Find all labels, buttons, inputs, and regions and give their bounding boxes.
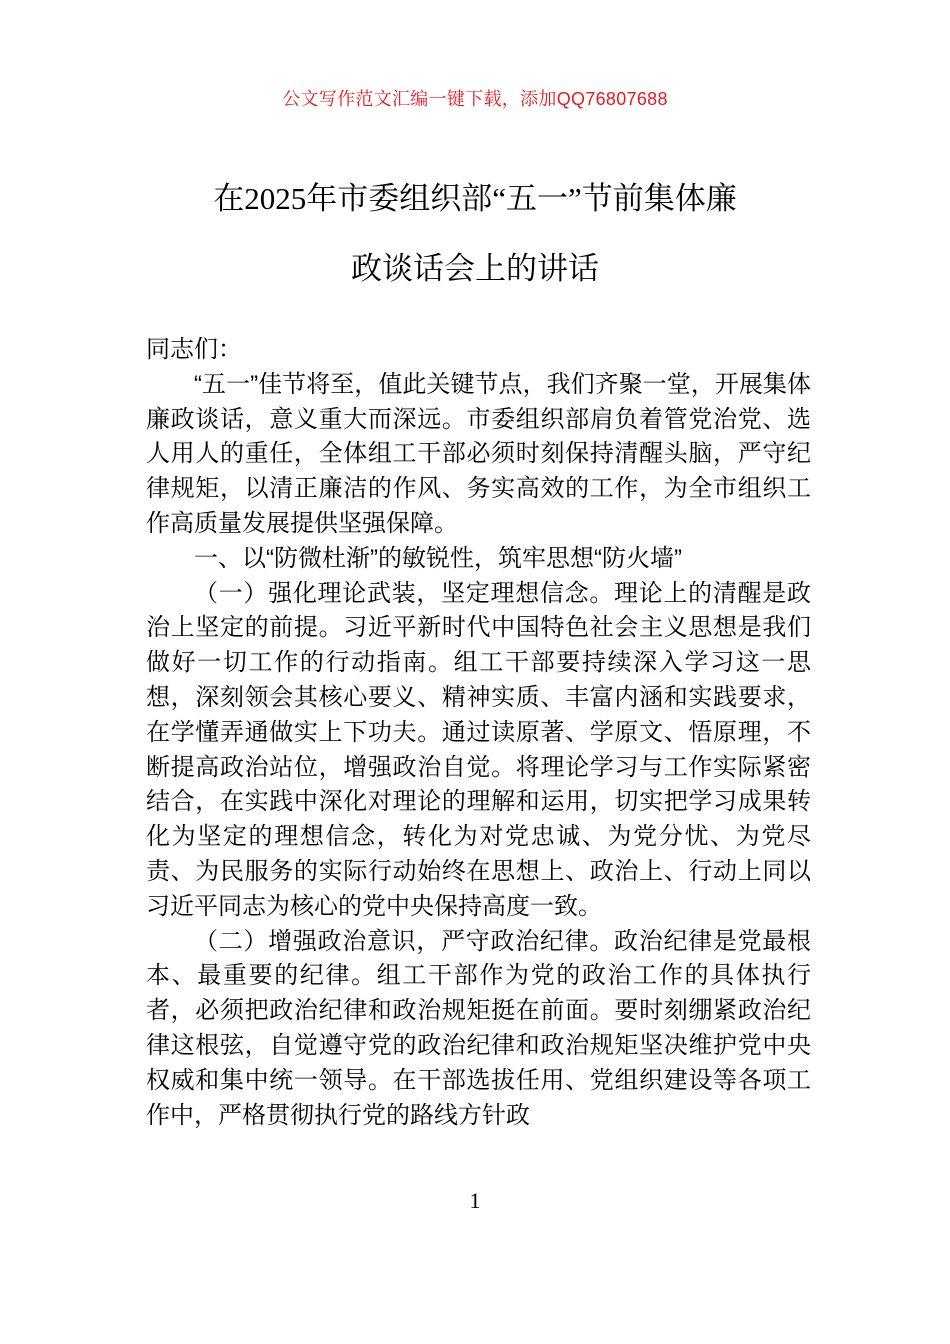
title-line-1: 在2025年市委组织部“五一”节前集体廉 [213,181,737,216]
page-number: 1 [469,1188,481,1213]
paragraph-intro: “五一”佳节将至，值此关键节点，我们齐聚一堂，开展集体廉政谈话，意义重大而深远。市委组织部肩负着管党治党、选人用人的重任，全体组工干部必须时刻保持清醒头脑，严守纪律规矩，以清正廉洁的作风、务实高效的工作，为全市组织工作高质量发展提供坚强保障。 [146,370,811,537]
salutation: 同志们： [146,336,242,363]
paragraph-1-2: （二）增强政治意识，严守政治纪律。政治纪律是党最根本、最重要的纪律。组工干部作为党的政治工作的具体执行者，必须把政治纪律和政治规矩挺在前面。要时刻绷紧政治纪律这根弦，自觉遵守党的政治纪律和政治规矩坚决维护党中央权威和集中统一领导。在干部选拔任用、党组织建设等各项工作中，严格贯彻执行党的路线方针政 [146,927,811,1129]
document-body [146,333,811,1133]
title-line-2: 政谈话会上的讲话 [351,251,599,286]
paragraph-1-1: （一）强化理论武装，坚定理想信念。理论上的清醒是政治上坚定的前提。习近平新时代中国特色社会主义思想是我们做好一切工作的行动指南。组工干部要持续深入学习这一思想，深刻领会其核心要义、精神实质、丰富内涵和实践要求，在学懂弄通做实上下功夫。通过读原著、学原文、悟原理，不断提高政治站位，增强政治自觉。将理论学习与工作实际紧密结合，在实践中深化对理论的理解和运用，切实把学习成果转化为坚定的理想信念，转化为对党忠诚、为党分忧、为党尽责、为民服务的实际行动始终在思想上、政治上、行动上同以习近平同志为核心的党中央保持高度一致。 [146,579,811,920]
download-watermark: 公文写作范文汇编一键下载，添加QQ76807688 [282,89,668,109]
section-heading-1: 一、以“防微杜渐”的敏锐性，筑牢思想“防火墙” [194,544,682,572]
